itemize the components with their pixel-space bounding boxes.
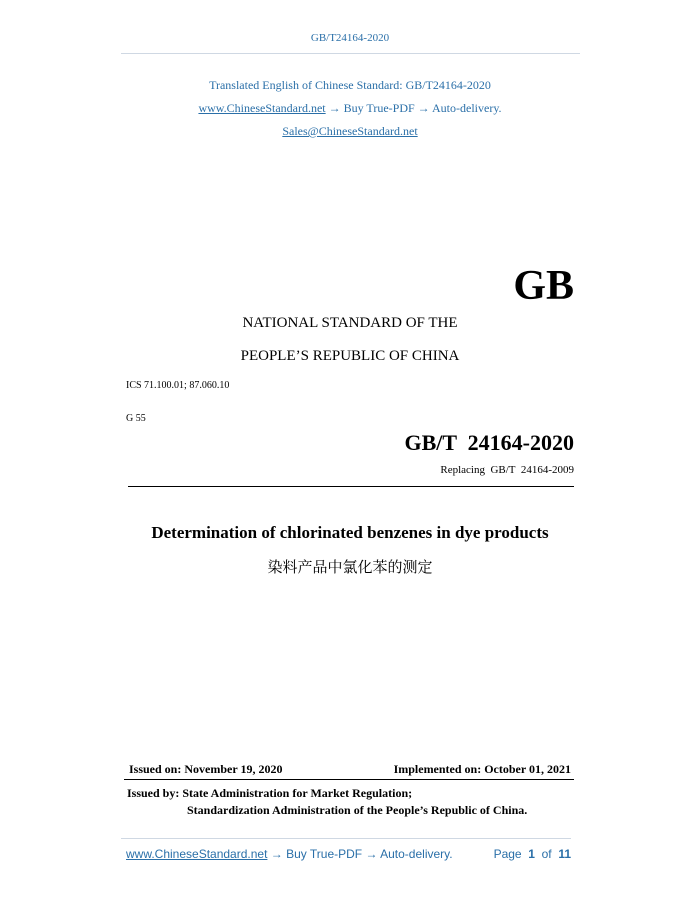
title-divider [128, 486, 574, 487]
document-title-chinese: 染料产品中氯化苯的测定 [267, 558, 433, 576]
dates-divider [124, 779, 574, 780]
page-word: Page [493, 847, 522, 861]
translation-notice: Translated English of Chinese Standard: GB/T24164-2020 [209, 78, 491, 92]
footer-purchase-text: → Buy True-PDF → Auto-delivery. [270, 847, 453, 861]
footer-purchase-line [126, 847, 453, 861]
classification-code: G 55 [126, 413, 146, 424]
footer-site-link[interactable]: www.ChineseStandard.net [126, 847, 268, 861]
site-link[interactable]: www.ChineseStandard.net [198, 101, 326, 115]
footer-divider [121, 838, 571, 839]
email-link[interactable]: Sales@ChineseStandard.net [282, 124, 418, 138]
issued-on-date: Issued on: November 19, 2020 [129, 762, 283, 776]
running-header-title: GB/T24164-2020 [310, 32, 390, 44]
implemented-on-date: Implemented on: October 01, 2021 [393, 762, 571, 776]
issued-by-line1: Issued by: State Administration for Market Regulation; [127, 786, 413, 800]
gb-mark: GB [513, 263, 574, 309]
page-total: 11 [558, 847, 571, 861]
replacing-note: Replacing GB/T 24164-2009 [440, 464, 574, 476]
purchase-text: → Buy True-PDF → Auto-delivery. [328, 101, 502, 115]
page-current: 1 [528, 847, 535, 861]
of-word: of [541, 847, 552, 861]
header-divider [121, 53, 580, 54]
page-indicator [494, 847, 571, 861]
email-line [0, 124, 700, 139]
standard-number: GB/T 24164-2020 [404, 430, 574, 455]
national-standard-line1: NATIONAL STANDARD OF THE [242, 315, 458, 331]
issued-by-line2: Standardization Administration of the People’s Republic of China. [187, 803, 528, 817]
document-title-english: Determination of chlorinated benzenes in dye products [151, 523, 549, 542]
national-standard-line2: PEOPLE’S REPUBLIC OF CHINA [240, 348, 460, 364]
ics-code: ICS 71.100.01; 87.060.10 [126, 380, 230, 391]
purchase-line [0, 101, 700, 116]
